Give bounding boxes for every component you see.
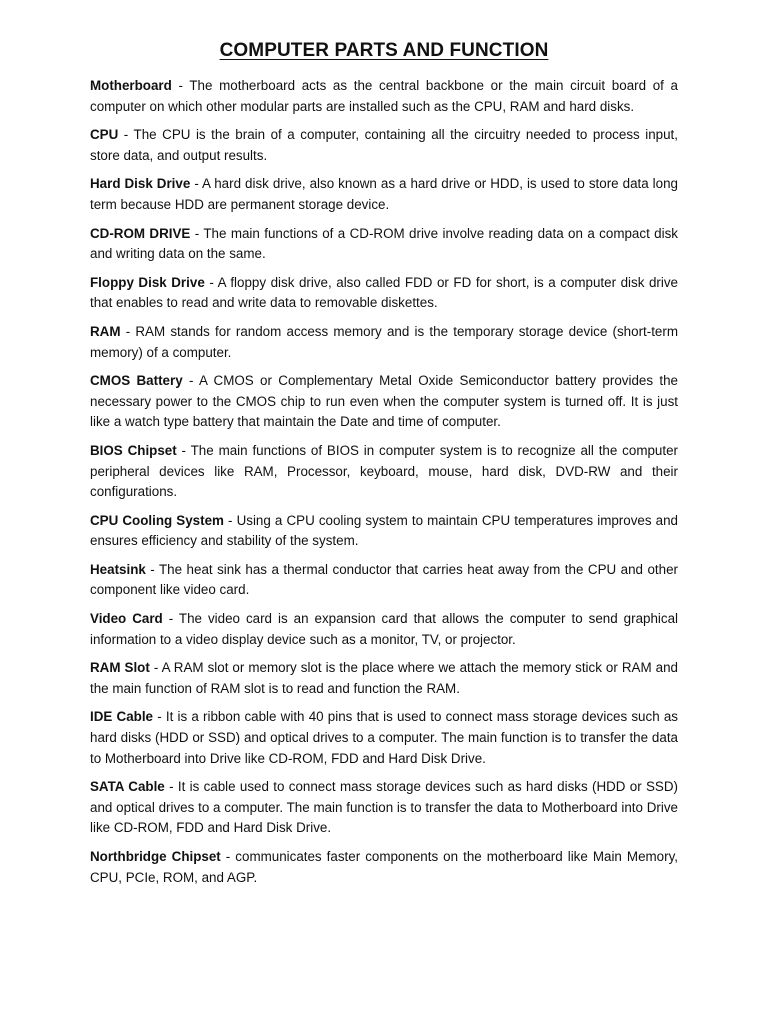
part-term: RAM: [90, 323, 121, 339]
part-term: Heatsink: [90, 561, 146, 577]
part-description: - The main functions of BIOS in computer system is to recognize all the computer peripheral devices like RAM, Processor, keyboard, mouse, hard disk, DVD-RW and their configurations.: [90, 442, 678, 500]
part-term: CPU Cooling System: [90, 512, 224, 528]
part-entry-ide-cable: [90, 707, 678, 769]
part-description: - A floppy disk drive, also called FDD or FD for short, is a computer disk drive that enables to read and write data to removable diskettes.: [90, 274, 678, 311]
part-term: CMOS Battery: [90, 373, 183, 389]
part-description: - communicates faster components on the motherboard like Main Memory, CPU, PCIe, ROM, and AGP.: [90, 849, 678, 885]
part-entry-ram: [90, 322, 678, 363]
part-description: - A RAM slot or memory slot is the place where we attach the memory stick or RAM and the main function of RAM slot is to read and function the RAM.: [90, 660, 678, 696]
part-entry-video-card: [90, 609, 678, 650]
part-term: SATA Cable: [90, 779, 165, 795]
part-term: Video Card: [90, 611, 163, 627]
part-description: - A CMOS or Complementary Metal Oxide Semiconductor battery provides the necessary power to the CMOS chip to run even when the computer system is turned off. It is just like a watch type battery that maintain the Date and time of computer.: [90, 373, 678, 430]
part-description: - It is cable used to connect mass storage devices such as hard disks (HDD or SSD) and optical drives to a computer. The main function is to transfer the data to Motherboard into Drive like CD-ROM, FDD and Hard Disk Drive.: [90, 779, 678, 836]
part-description: - A hard disk drive, also known as a hard drive or HDD, is used to store data long term because HDD are permanent storage device.: [90, 176, 679, 212]
part-entry-cpu: [90, 125, 678, 166]
part-term: IDE Cable: [90, 709, 153, 725]
part-entry-cmos-battery: [90, 371, 678, 433]
part-description: - The heat sink has a thermal conductor that carries heat away from the CPU and other component like video card.: [90, 561, 678, 598]
part-entry-cpu-cooling-system: [90, 511, 678, 552]
parts-list: [90, 76, 678, 888]
part-entry-floppy-disk-drive: [90, 273, 678, 314]
part-term: Floppy Disk Drive: [90, 274, 205, 290]
part-term: Hard Disk Drive: [90, 176, 191, 192]
part-entry-hard-disk-drive: [90, 174, 678, 215]
part-entry-ram-slot: [90, 658, 678, 699]
part-entry-northbridge-chipset: [90, 847, 678, 888]
part-entry-heatsink: [90, 560, 678, 601]
part-description: - RAM stands for random access memory and is the temporary storage device (short-term memory) of a computer.: [90, 323, 678, 360]
document-title: COMPUTER PARTS AND FUNCTION: [219, 40, 549, 61]
part-description: - Using a CPU cooling system to maintain CPU temperatures improves and ensures efficiency and stability of the system.: [90, 512, 678, 549]
part-term: BIOS Chipset: [90, 442, 177, 458]
document-page: [90, 40, 678, 896]
part-term: CPU: [90, 127, 119, 143]
part-entry-bios-chipset: [90, 441, 678, 503]
part-term: CD-ROM DRIVE: [90, 225, 191, 241]
part-term: RAM Slot: [90, 660, 150, 676]
part-description: - The CPU is the brain of a computer, containing all the circuitry needed to process input, store data, and output results.: [90, 127, 678, 163]
part-entry-cd-rom-drive: [90, 224, 678, 265]
part-description: - It is a ribbon cable with 40 pins that is used to connect mass storage devices such as hard disks (HDD or SSD) and optical drives to a computer. The main function is to transfer the data to Motherboard into Drive like CD-ROM, FDD and Hard Disk Drive.: [90, 709, 678, 766]
part-description: - The main functions of a CD-ROM drive involve reading data on a compact disk and writing data on the same.: [90, 225, 678, 262]
part-description: - The motherboard acts as the central backbone or the main circuit board of a computer on which other modular parts are installed such as the CPU, RAM and hard disks.: [90, 78, 678, 114]
part-term: Northbridge Chipset: [90, 849, 221, 864]
part-entry-motherboard: [90, 76, 678, 117]
part-term: Motherboard: [90, 78, 172, 93]
part-entry-sata-cable: [90, 777, 678, 839]
part-description: - The video card is an expansion card that allows the computer to send graphical information to a video display device such as a monitor, TV, or projector.: [90, 611, 679, 647]
